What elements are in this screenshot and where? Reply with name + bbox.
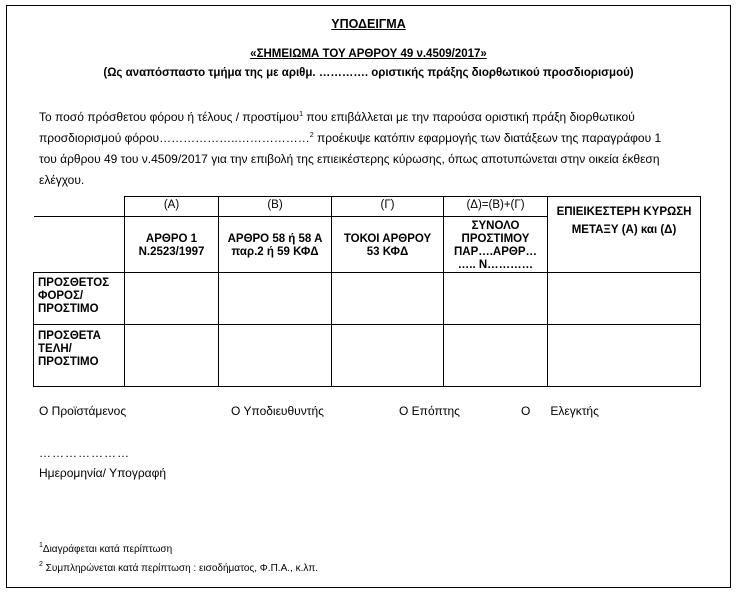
footnote-number: 1 xyxy=(39,542,43,549)
column-header-b xyxy=(219,217,332,273)
paragraph-line-1 xyxy=(39,110,635,124)
footnote-1 xyxy=(39,544,172,555)
signature-auditor: Ο Ελεγκτής xyxy=(521,404,599,418)
footnote-ref: 2 xyxy=(309,132,314,139)
footnote-text: Συμπληρώνεται κατά περίπτωση : εισοδήματος, Φ.Π.Α., κ.λπ. xyxy=(42,563,319,574)
signature-supervisor: Ο Επόπτης xyxy=(399,404,460,418)
row-header-additional-fees xyxy=(34,325,125,387)
date-signature-line: ………………… xyxy=(39,446,130,460)
column-title: ΣΥΝΟΛΟ ΠΡΟΣΤΙΜΟΥ ΠΑΡ….ΑΡΘΡ… ….. Ν………… xyxy=(453,220,538,271)
paragraph-line-2 xyxy=(39,131,661,145)
row-title: ΠΡΟΣΘΕΤΑ ΤΕΛΗ/ ΠΡΟΣΤΙΜΟ xyxy=(38,330,101,368)
column-letter: (Β) xyxy=(219,197,332,217)
column-header-c xyxy=(332,217,444,273)
signature-head: Ο Προϊστάμενος xyxy=(39,404,127,418)
column-header-a xyxy=(125,217,219,273)
table-corner-cell xyxy=(34,217,125,273)
column-title: ΑΡΘΡΟ 1 Ν.2523/1997 xyxy=(138,233,205,258)
paragraph-line-4: ελέγχου. xyxy=(39,173,85,187)
table-cell[interactable] xyxy=(332,273,444,325)
column-title: ΕΠΙΕΙΚΕΣΤΕΡΗ ΚΥΡΩΣΗ ΜΕΤΑΞΥ (Α) και (Δ) xyxy=(556,206,692,236)
row-header-additional-tax xyxy=(34,273,125,325)
paragraph-line-3: του άρθρου 49 του ν.4509/2017 για την επιβολή της επιεικέστερης κύρωσης, όπως αποτυπώνεται στην οικεία έκθεση xyxy=(39,152,660,166)
table-cell[interactable] xyxy=(219,273,332,325)
column-header-d xyxy=(444,217,548,273)
table-cell[interactable] xyxy=(219,325,332,387)
column-letter: (Δ)=(Β)+(Γ) xyxy=(444,197,548,217)
paragraph-text: προέκυψε κατόπιν εφαρμογής των διατάξεων της παραγράφου 1 xyxy=(313,131,662,145)
table-cell[interactable] xyxy=(125,273,219,325)
table-cell[interactable] xyxy=(548,325,701,387)
document-subnote: (Ως αναπόσπαστο τμήμα της με αριθμ. …………. οριστικής πράξης διορθωτικού προσδιορισμού) xyxy=(103,67,634,79)
document-subtitle: «ΣΗΜΕΙΩΜΑ ΤΟΥ ΑΡΘΡΟΥ 49 ν.4509/2017» xyxy=(250,48,487,60)
table-cell[interactable] xyxy=(444,325,548,387)
column-letter: (Α) xyxy=(125,197,219,217)
footnote-number: 2 xyxy=(39,561,43,568)
table-cell[interactable] xyxy=(548,273,701,325)
document-title: ΥΠΟΔΕΙΓΜΑ xyxy=(331,17,406,31)
column-letter: (Γ) xyxy=(332,197,444,217)
row-title: ΠΡΟΣΘΕΤΟΣ ΦΟΡΟΣ/ ΠΡΟΣΤΙΜΟ xyxy=(38,277,110,315)
table-cell[interactable] xyxy=(332,325,444,387)
paragraph-text: Το ποσό πρόσθετου φόρου ή τέλους / προστίμου xyxy=(39,110,300,124)
paragraph-text: προσδιορισμού φόρου………………..……………… xyxy=(39,131,310,145)
footnote-text: Διαγράφεται κατά περίπτωση xyxy=(42,544,173,555)
column-title: ΤΟΚΟΙ ΑΡΘΡΟΥ 53 ΚΦΔ xyxy=(343,233,432,258)
table-cell[interactable] xyxy=(125,325,219,387)
column-header-lenient xyxy=(548,197,701,273)
penalty-table xyxy=(33,196,701,387)
footnote-2 xyxy=(39,563,318,574)
column-title: ΑΡΘΡΟ 58 ή 58 Α παρ.2 ή 59 ΚΦΔ xyxy=(227,233,323,258)
signature-deputy: Ο Υποδιευθυντής xyxy=(231,404,324,418)
table-cell[interactable] xyxy=(444,273,548,325)
paragraph-text: που επιβάλλεται με την παρούσα οριστική πράξη διορθωτικού xyxy=(303,110,635,124)
footnote-ref: 1 xyxy=(299,111,304,118)
table-corner-cell xyxy=(34,197,125,217)
date-signature-label: Ημερομηνία/ Υπογραφή xyxy=(39,466,167,480)
